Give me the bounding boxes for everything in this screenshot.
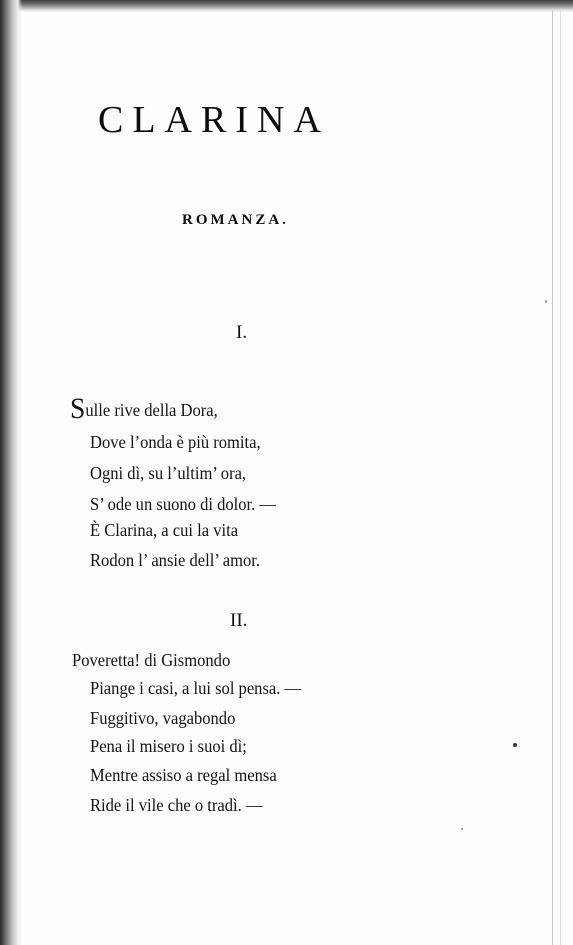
- verse-line: [70, 392, 218, 425]
- verse-line: Pena il misero i suoi dì;: [90, 736, 247, 756]
- verse-line: È Clarina, a cui la vita: [90, 520, 239, 540]
- ink-speck: [461, 828, 463, 830]
- stanza-numeral-1: I.: [236, 322, 248, 343]
- poem-subtitle: ROMANZA.: [182, 212, 289, 228]
- ink-speck: [513, 743, 517, 747]
- stanza-numeral-2: II.: [230, 610, 248, 631]
- drop-cap: S: [70, 392, 86, 425]
- poem-title: CLARINA: [98, 99, 330, 141]
- verse-line: Piange i casi, a lui sol pensa. —: [90, 678, 302, 698]
- verse-line: Ogni dì, su l’ultim’ ora,: [90, 463, 247, 483]
- page-binding-shadow: [0, 0, 22, 945]
- verse-line: Ride il vile che o tradì. —: [90, 795, 263, 815]
- verse-line: S’ ode un suono di dolor. —: [90, 494, 276, 514]
- verse-line: Poveretta! di Gismondo: [72, 650, 231, 670]
- verse-line: Mentre assiso a regal mensa: [90, 765, 277, 785]
- page-top-shadow: [0, 0, 573, 12]
- page-edge-line: [560, 10, 561, 945]
- ink-speck: [545, 300, 547, 303]
- page-edge-line: [552, 10, 553, 945]
- verse-line: Rodon l’ ansie dell’ amor.: [90, 550, 261, 570]
- verse-text: ulle rive della Dora,: [85, 400, 218, 420]
- verse-line: Fuggitivo, vagabondo: [90, 708, 236, 728]
- verse-line: Dove l’onda è più romita,: [90, 432, 261, 452]
